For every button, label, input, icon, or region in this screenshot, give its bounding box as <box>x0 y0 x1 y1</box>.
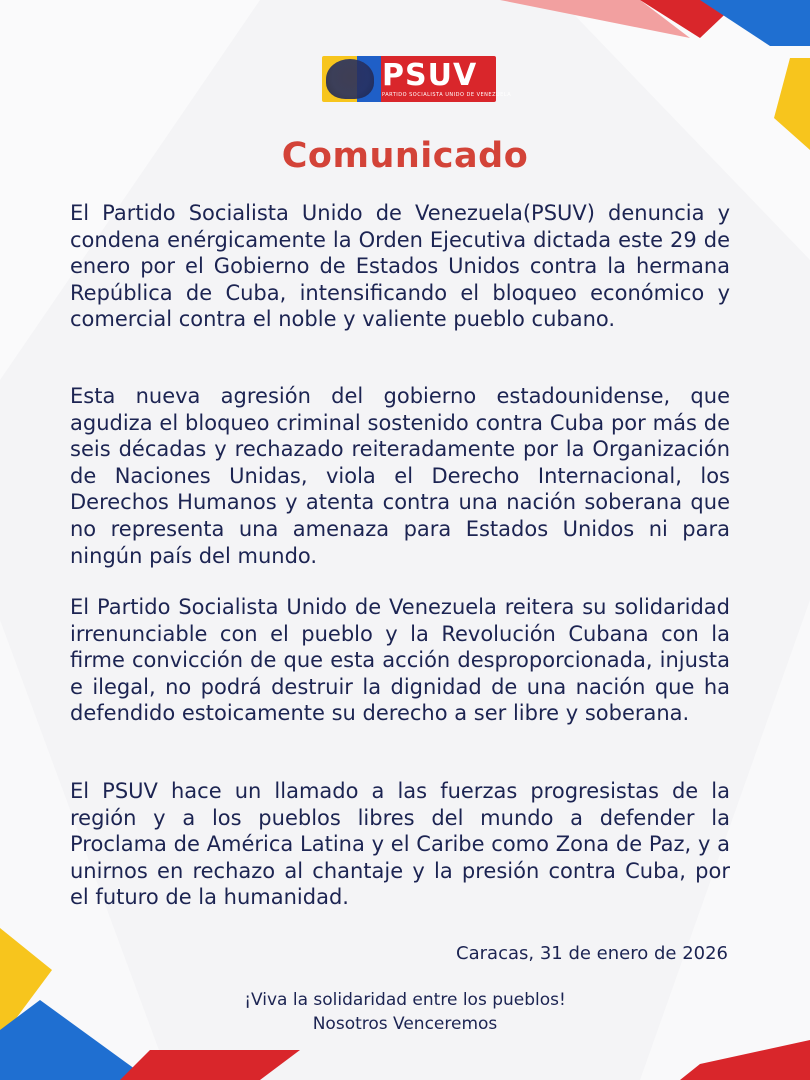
logo-subline: PARTIDO SOCIALISTA UNIDO DE VENEZUELA <box>382 92 512 98</box>
paragraph-3: El Partido Socialista Unido de Venezuela reitera su solidaridad irrenunciable con el pueblo y la Revolución Cubana con la firme convicción de que esta acción desproporcionada, injusta e ilegal, no podrá destruir la dignidad de una nación que ha defendido estoicamente su derecho a ser libre y soberana. <box>70 595 730 726</box>
paragraph-4: El PSUV hace un llamado a las fuerzas progresistas de la región y a los pueblos libres del mundo a defender la Proclama de América Latina y el Caribe como Zona de Paz, y a unirnos en rechazo al chantaje y la presión contra Cuba, por el futuro de la humanidad. <box>70 779 730 910</box>
date-line: Caracas, 31 de enero de 2026 <box>456 943 728 964</box>
closing-line-1: ¡Viva la solidaridad entre los pueblos! <box>244 990 566 1010</box>
page-title: Comunicado <box>281 136 529 176</box>
paragraph-2: Esta nueva agresión del gobierno estadounidense, que agudiza el bloqueo criminal sostenido contra Cuba por más de seis décadas y rechazado reiteradamente por la Organización de Naciones Unidas, viola el Derecho Internacional, los Derechos Humanos y atenta contra una nación soberana que no representa una amenaza para Estados Unidos ni para ningún país del mundo. <box>70 384 730 568</box>
closing <box>0 988 810 1036</box>
portrait-icon <box>326 59 374 99</box>
paragraph-1: El Partido Socialista Unido de Venezuela(PSUV) denuncia y condena enérgicamente la Orden Ejecutiva dictada este 29 de enero por el Gobierno de Estados Unidos contra la hermana República de Cuba, intensificando el bloqueo económico y comercial contra el noble y valiente pueblo cubano. <box>70 201 730 332</box>
logo-wordmark: PSUV <box>382 58 478 93</box>
closing-line-2: Nosotros Venceremos <box>312 1014 498 1034</box>
psuv-logo <box>322 56 512 102</box>
